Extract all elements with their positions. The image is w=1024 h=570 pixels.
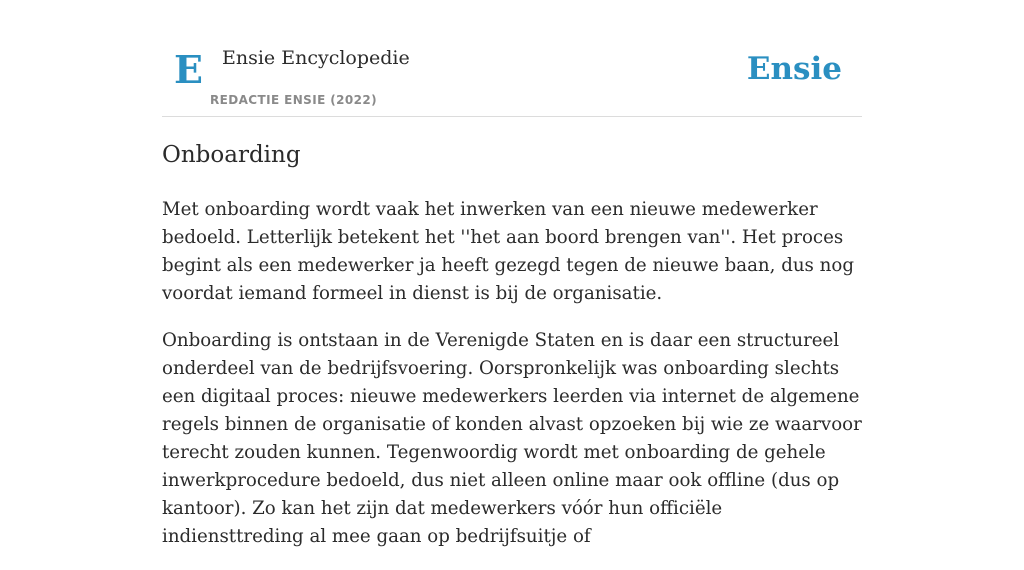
site-name[interactable]: Ensie Encyclopedie — [222, 47, 410, 69]
article-title: Onboarding — [162, 142, 301, 168]
article-content — [162, 140, 862, 570]
author-byline: REDACTIE ENSIE (2022) — [210, 93, 378, 107]
ensie-brand-logo[interactable]: Ensie — [746, 51, 842, 87]
article-paragraph-2: Onboarding is ontstaan in de Verenigde Staten en is daar een structureel onderdeel van de bedrijfsvoering. Oorspronkelijk was onboarding slechts een digitaal proces: nieuwe medewerkers leerden via internet de algemene regels binnen de organisatie of konden alvast opzoeken bij wie ze waarvoor terecht zouden kunnen. Tegenwoordig wordt met onboarding de gehele inwerkprocedure bedoeld, dus niet alleen online maar ook offline (dus op kantoor). Zo kan het zijn dat medewerkers vóór hun officiële indiensttreding al mee gaan op bedrijfsuitje of — [162, 330, 862, 547]
page-header — [162, 0, 862, 117]
ensie-logo-mark[interactable]: E — [174, 47, 203, 92]
article-paragraph-1: Met onboarding wordt vaak het inwerken van een nieuwe medewerker bedoeld. Letterlijk betekent het ''het aan boord brengen van''. Het proces begint als een medewerker ja heeft gezegd tegen de nieuwe baan, dus nog voordat iemand formeel in dienst is bij de organisatie. — [162, 199, 854, 304]
